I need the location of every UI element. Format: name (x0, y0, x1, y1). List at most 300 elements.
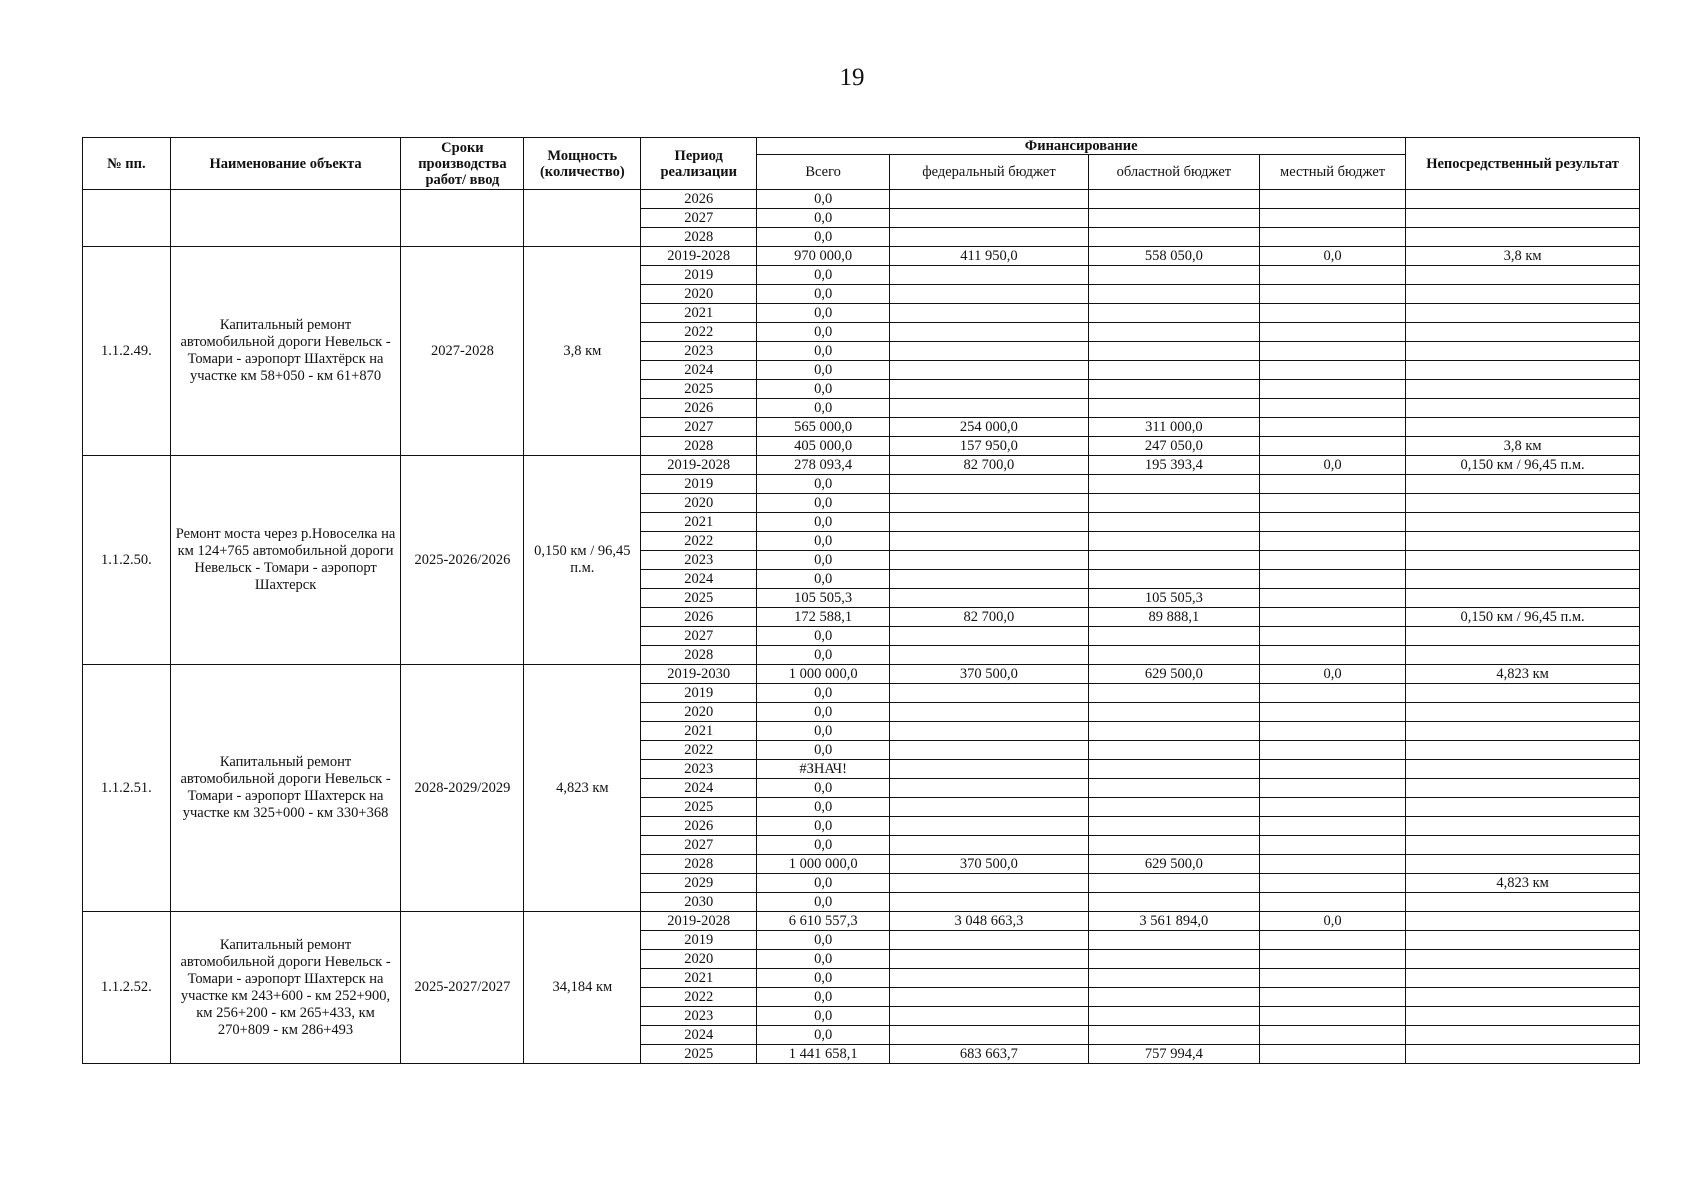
period-cell: 2021 (641, 304, 757, 323)
federal-cell (890, 399, 1089, 418)
result-cell (1406, 342, 1640, 361)
period-cell: 2019-2028 (641, 247, 757, 266)
total-cell: 0,0 (757, 209, 890, 228)
result-cell (1406, 1045, 1640, 1064)
local-cell (1260, 266, 1406, 285)
object-name-cell: Капитальный ремонт автомобильной дороги Невельск - Томари - аэропорт Шахтёрск на участке км 58+050 - км 61+870 (170, 247, 401, 456)
federal-cell (890, 209, 1089, 228)
regional-cell: 629 500,0 (1088, 855, 1259, 874)
total-cell: 0,0 (757, 494, 890, 513)
local-cell (1260, 760, 1406, 779)
local-cell (1260, 836, 1406, 855)
local-cell (1260, 969, 1406, 988)
table-row (83, 665, 1640, 684)
local-cell (1260, 874, 1406, 893)
result-cell (1406, 855, 1640, 874)
page-number: 19 (839, 64, 865, 91)
federal-cell (890, 893, 1089, 912)
total-cell: 1 000 000,0 (757, 855, 890, 874)
local-cell (1260, 228, 1406, 247)
period-cell: 2022 (641, 532, 757, 551)
local-cell (1260, 1007, 1406, 1026)
period-cell: 2026 (641, 190, 757, 209)
local-cell (1260, 627, 1406, 646)
local-cell (1260, 798, 1406, 817)
table-body (83, 190, 1640, 1064)
federal-cell: 411 950,0 (890, 247, 1089, 266)
period-cell: 2019-2028 (641, 912, 757, 931)
federal-cell (890, 190, 1089, 209)
local-cell (1260, 893, 1406, 912)
regional-cell (1088, 570, 1259, 589)
local-cell (1260, 741, 1406, 760)
total-cell: 172 588,1 (757, 608, 890, 627)
table-row (83, 912, 1640, 931)
period-cell: 2022 (641, 741, 757, 760)
total-cell: 105 505,3 (757, 589, 890, 608)
federal-cell (890, 817, 1089, 836)
total-cell: 0,0 (757, 931, 890, 950)
period-cell: 2027 (641, 209, 757, 228)
table-row (83, 247, 1640, 266)
local-cell (1260, 304, 1406, 323)
period-cell: 2026 (641, 608, 757, 627)
period-cell: 2023 (641, 760, 757, 779)
total-cell: 0,0 (757, 551, 890, 570)
result-cell (1406, 684, 1640, 703)
regional-cell (1088, 969, 1259, 988)
local-cell (1260, 399, 1406, 418)
regional-cell (1088, 532, 1259, 551)
total-cell: 0,0 (757, 532, 890, 551)
total-cell: 0,0 (757, 323, 890, 342)
financing-table (82, 137, 1640, 1064)
federal-cell (890, 760, 1089, 779)
result-cell (1406, 323, 1640, 342)
regional-cell (1088, 627, 1259, 646)
regional-cell (1088, 475, 1259, 494)
federal-cell (890, 475, 1089, 494)
regional-cell (1088, 779, 1259, 798)
regional-cell (1088, 684, 1259, 703)
period-cell: 2027 (641, 627, 757, 646)
result-cell (1406, 513, 1640, 532)
header-terms: Сроки производства работ/ ввод (401, 138, 524, 190)
period-cell: 2021 (641, 969, 757, 988)
result-cell (1406, 988, 1640, 1007)
object-number-cell: 1.1.2.51. (83, 665, 171, 912)
result-cell (1406, 950, 1640, 969)
object-capacity-cell: 3,8 км (524, 247, 641, 456)
regional-cell (1088, 836, 1259, 855)
object-name-cell (170, 190, 401, 247)
federal-cell: 3 048 663,3 (890, 912, 1089, 931)
federal-cell (890, 931, 1089, 950)
header-num: № пп. (83, 138, 171, 190)
object-terms-cell: 2028-2029/2029 (401, 665, 524, 912)
period-cell: 2025 (641, 798, 757, 817)
regional-cell (1088, 760, 1259, 779)
object-capacity-cell (524, 190, 641, 247)
period-cell: 2026 (641, 817, 757, 836)
regional-cell (1088, 285, 1259, 304)
federal-cell (890, 836, 1089, 855)
period-cell: 2030 (641, 893, 757, 912)
federal-cell (890, 304, 1089, 323)
result-cell (1406, 722, 1640, 741)
regional-cell: 558 050,0 (1088, 247, 1259, 266)
regional-cell: 105 505,3 (1088, 589, 1259, 608)
period-cell: 2019 (641, 684, 757, 703)
local-cell (1260, 779, 1406, 798)
period-cell: 2027 (641, 836, 757, 855)
object-name-cell: Капитальный ремонт автомобильной дороги Невельск - Томари - аэропорт Шахтерск на участке км 325+000 - км 330+368 (170, 665, 401, 912)
total-cell: 405 000,0 (757, 437, 890, 456)
regional-cell (1088, 703, 1259, 722)
result-cell: 3,8 км (1406, 437, 1640, 456)
period-cell: 2020 (641, 285, 757, 304)
period-cell: 2020 (641, 703, 757, 722)
total-cell: 0,0 (757, 570, 890, 589)
regional-cell (1088, 1007, 1259, 1026)
period-cell: 2024 (641, 1026, 757, 1045)
result-cell: 0,150 км / 96,45 п.м. (1406, 456, 1640, 475)
total-cell: 970 000,0 (757, 247, 890, 266)
federal-cell (890, 969, 1089, 988)
federal-cell (890, 342, 1089, 361)
total-cell: 0,0 (757, 988, 890, 1007)
period-cell: 2024 (641, 570, 757, 589)
result-cell (1406, 551, 1640, 570)
regional-cell (1088, 874, 1259, 893)
result-cell (1406, 1007, 1640, 1026)
regional-cell (1088, 1026, 1259, 1045)
object-number-cell: 1.1.2.49. (83, 247, 171, 456)
regional-cell (1088, 190, 1259, 209)
total-cell: 0,0 (757, 836, 890, 855)
object-terms-cell: 2025-2027/2027 (401, 912, 524, 1064)
local-cell (1260, 855, 1406, 874)
local-cell (1260, 988, 1406, 1007)
local-cell (1260, 703, 1406, 722)
total-cell: 0,0 (757, 798, 890, 817)
result-cell (1406, 399, 1640, 418)
federal-cell: 82 700,0 (890, 608, 1089, 627)
local-cell (1260, 646, 1406, 665)
local-cell: 0,0 (1260, 912, 1406, 931)
federal-cell (890, 228, 1089, 247)
result-cell (1406, 304, 1640, 323)
federal-cell (890, 741, 1089, 760)
object-number-cell: 1.1.2.50. (83, 456, 171, 665)
local-cell (1260, 437, 1406, 456)
total-cell: 0,0 (757, 893, 890, 912)
period-cell: 2019 (641, 266, 757, 285)
federal-cell (890, 779, 1089, 798)
local-cell (1260, 323, 1406, 342)
result-cell (1406, 627, 1640, 646)
total-cell: 0,0 (757, 361, 890, 380)
result-cell (1406, 760, 1640, 779)
regional-cell (1088, 988, 1259, 1007)
period-cell: 2023 (641, 551, 757, 570)
federal-cell (890, 1007, 1089, 1026)
object-number-cell (83, 190, 171, 247)
regional-cell (1088, 380, 1259, 399)
period-cell: 2025 (641, 1045, 757, 1064)
object-terms-cell: 2027-2028 (401, 247, 524, 456)
period-cell: 2019-2028 (641, 456, 757, 475)
total-cell: 0,0 (757, 684, 890, 703)
regional-cell (1088, 399, 1259, 418)
federal-cell (890, 285, 1089, 304)
local-cell (1260, 608, 1406, 627)
local-cell (1260, 532, 1406, 551)
regional-cell (1088, 228, 1259, 247)
result-cell (1406, 190, 1640, 209)
total-cell: 0,0 (757, 969, 890, 988)
result-cell (1406, 209, 1640, 228)
regional-cell (1088, 494, 1259, 513)
result-cell (1406, 285, 1640, 304)
regional-cell (1088, 646, 1259, 665)
regional-cell: 757 994,4 (1088, 1045, 1259, 1064)
period-cell: 2020 (641, 494, 757, 513)
period-cell: 2025 (641, 589, 757, 608)
total-cell: 0,0 (757, 380, 890, 399)
period-cell: 2028 (641, 437, 757, 456)
header-local: местный бюджет (1260, 155, 1406, 190)
federal-cell (890, 627, 1089, 646)
regional-cell (1088, 304, 1259, 323)
federal-cell (890, 988, 1089, 1007)
period-cell: 2021 (641, 722, 757, 741)
regional-cell: 247 050,0 (1088, 437, 1259, 456)
local-cell (1260, 1045, 1406, 1064)
regional-cell: 311 000,0 (1088, 418, 1259, 437)
table-row (83, 190, 1640, 209)
federal-cell (890, 266, 1089, 285)
local-cell (1260, 722, 1406, 741)
result-cell (1406, 570, 1640, 589)
local-cell (1260, 342, 1406, 361)
total-cell: 1 000 000,0 (757, 665, 890, 684)
regional-cell (1088, 817, 1259, 836)
total-cell: 0,0 (757, 1026, 890, 1045)
result-cell (1406, 703, 1640, 722)
total-cell: 0,0 (757, 646, 890, 665)
local-cell: 0,0 (1260, 247, 1406, 266)
total-cell: 0,0 (757, 228, 890, 247)
regional-cell: 89 888,1 (1088, 608, 1259, 627)
header-result: Непосредственный результат (1406, 138, 1640, 190)
result-cell (1406, 969, 1640, 988)
result-cell (1406, 1026, 1640, 1045)
result-cell (1406, 380, 1640, 399)
regional-cell (1088, 798, 1259, 817)
federal-cell (890, 323, 1089, 342)
object-name-cell: Ремонт моста через р.Новоселка на км 124+765 автомобильной дороги Невельск - Томари - аэропорт Шахтерск (170, 456, 401, 665)
regional-cell: 195 393,4 (1088, 456, 1259, 475)
federal-cell (890, 703, 1089, 722)
object-terms-cell (401, 190, 524, 247)
period-cell: 2025 (641, 380, 757, 399)
federal-cell (890, 874, 1089, 893)
regional-cell (1088, 361, 1259, 380)
period-cell: 2021 (641, 513, 757, 532)
result-cell (1406, 931, 1640, 950)
total-cell: 0,0 (757, 722, 890, 741)
regional-cell (1088, 266, 1259, 285)
local-cell: 0,0 (1260, 665, 1406, 684)
local-cell (1260, 418, 1406, 437)
period-cell: 2019-2030 (641, 665, 757, 684)
federal-cell: 683 663,7 (890, 1045, 1089, 1064)
regional-cell (1088, 931, 1259, 950)
regional-cell (1088, 323, 1259, 342)
regional-cell (1088, 342, 1259, 361)
period-cell: 2022 (641, 323, 757, 342)
header-federal: федеральный бюджет (890, 155, 1089, 190)
result-cell (1406, 266, 1640, 285)
period-cell: 2023 (641, 1007, 757, 1026)
regional-cell: 629 500,0 (1088, 665, 1259, 684)
period-cell: 2029 (641, 874, 757, 893)
period-cell: 2020 (641, 950, 757, 969)
local-cell (1260, 494, 1406, 513)
object-capacity-cell: 4,823 км (524, 665, 641, 912)
regional-cell: 3 561 894,0 (1088, 912, 1259, 931)
result-cell: 4,823 км (1406, 665, 1640, 684)
federal-cell: 370 500,0 (890, 665, 1089, 684)
period-cell: 2019 (641, 475, 757, 494)
object-capacity-cell: 34,184 км (524, 912, 641, 1064)
table-row (83, 456, 1640, 475)
total-cell: 0,0 (757, 475, 890, 494)
local-cell (1260, 931, 1406, 950)
total-cell: 0,0 (757, 399, 890, 418)
total-cell: 278 093,4 (757, 456, 890, 475)
header-financing: Финансирование (757, 138, 1406, 155)
regional-cell (1088, 893, 1259, 912)
total-cell: 0,0 (757, 266, 890, 285)
local-cell (1260, 380, 1406, 399)
local-cell (1260, 950, 1406, 969)
federal-cell: 370 500,0 (890, 855, 1089, 874)
object-capacity-cell: 0,150 км / 96,45 п.м. (524, 456, 641, 665)
period-cell: 2024 (641, 361, 757, 380)
local-cell (1260, 684, 1406, 703)
header-regional: областной бюджет (1088, 155, 1259, 190)
local-cell (1260, 475, 1406, 494)
total-cell: 6 610 557,3 (757, 912, 890, 931)
period-cell: 2019 (641, 931, 757, 950)
regional-cell (1088, 741, 1259, 760)
federal-cell (890, 551, 1089, 570)
total-cell: 0,0 (757, 1007, 890, 1026)
period-cell: 2026 (641, 399, 757, 418)
regional-cell (1088, 209, 1259, 228)
total-cell: 0,0 (757, 703, 890, 722)
result-cell (1406, 741, 1640, 760)
header-name: Наименование объекта (170, 138, 401, 190)
federal-cell: 254 000,0 (890, 418, 1089, 437)
federal-cell (890, 513, 1089, 532)
regional-cell (1088, 551, 1259, 570)
result-cell (1406, 589, 1640, 608)
result-cell (1406, 361, 1640, 380)
result-cell (1406, 779, 1640, 798)
local-cell (1260, 361, 1406, 380)
period-cell: 2022 (641, 988, 757, 1007)
local-cell (1260, 285, 1406, 304)
result-cell: 4,823 км (1406, 874, 1640, 893)
local-cell (1260, 190, 1406, 209)
object-number-cell: 1.1.2.52. (83, 912, 171, 1064)
total-cell: 0,0 (757, 950, 890, 969)
result-cell (1406, 532, 1640, 551)
federal-cell (890, 950, 1089, 969)
result-cell (1406, 494, 1640, 513)
total-cell: 0,0 (757, 190, 890, 209)
local-cell (1260, 570, 1406, 589)
total-cell: 0,0 (757, 779, 890, 798)
federal-cell (890, 722, 1089, 741)
total-cell: 0,0 (757, 304, 890, 323)
period-cell: 2023 (641, 342, 757, 361)
result-cell (1406, 646, 1640, 665)
regional-cell (1088, 722, 1259, 741)
local-cell (1260, 589, 1406, 608)
federal-cell (890, 798, 1089, 817)
result-cell (1406, 836, 1640, 855)
header-period: Период реализации (641, 138, 757, 190)
federal-cell: 157 950,0 (890, 437, 1089, 456)
federal-cell (890, 1026, 1089, 1045)
federal-cell (890, 684, 1089, 703)
local-cell (1260, 1026, 1406, 1045)
federal-cell: 82 700,0 (890, 456, 1089, 475)
total-cell: 0,0 (757, 817, 890, 836)
total-cell: 1 441 658,1 (757, 1045, 890, 1064)
result-cell (1406, 893, 1640, 912)
object-terms-cell: 2025-2026/2026 (401, 456, 524, 665)
total-cell: #ЗНАЧ! (757, 760, 890, 779)
local-cell (1260, 817, 1406, 836)
total-cell: 0,0 (757, 874, 890, 893)
local-cell (1260, 551, 1406, 570)
result-cell (1406, 912, 1640, 931)
regional-cell (1088, 513, 1259, 532)
result-cell: 3,8 км (1406, 247, 1640, 266)
federal-cell (890, 589, 1089, 608)
object-name-cell: Капитальный ремонт автомобильной дороги Невельск - Томари - аэропорт Шахтерск на участке км 243+600 - км 252+900, км 256+200 - км 265+433, км 270+809 - км 286+493 (170, 912, 401, 1064)
header-capacity: Мощность (количество) (524, 138, 641, 190)
local-cell (1260, 209, 1406, 228)
total-cell: 0,0 (757, 741, 890, 760)
federal-cell (890, 646, 1089, 665)
header-total: Всего (757, 155, 890, 190)
federal-cell (890, 380, 1089, 399)
regional-cell (1088, 950, 1259, 969)
period-cell: 2028 (641, 646, 757, 665)
result-cell (1406, 228, 1640, 247)
federal-cell (890, 361, 1089, 380)
result-cell: 0,150 км / 96,45 п.м. (1406, 608, 1640, 627)
period-cell: 2027 (641, 418, 757, 437)
total-cell: 0,0 (757, 342, 890, 361)
federal-cell (890, 494, 1089, 513)
